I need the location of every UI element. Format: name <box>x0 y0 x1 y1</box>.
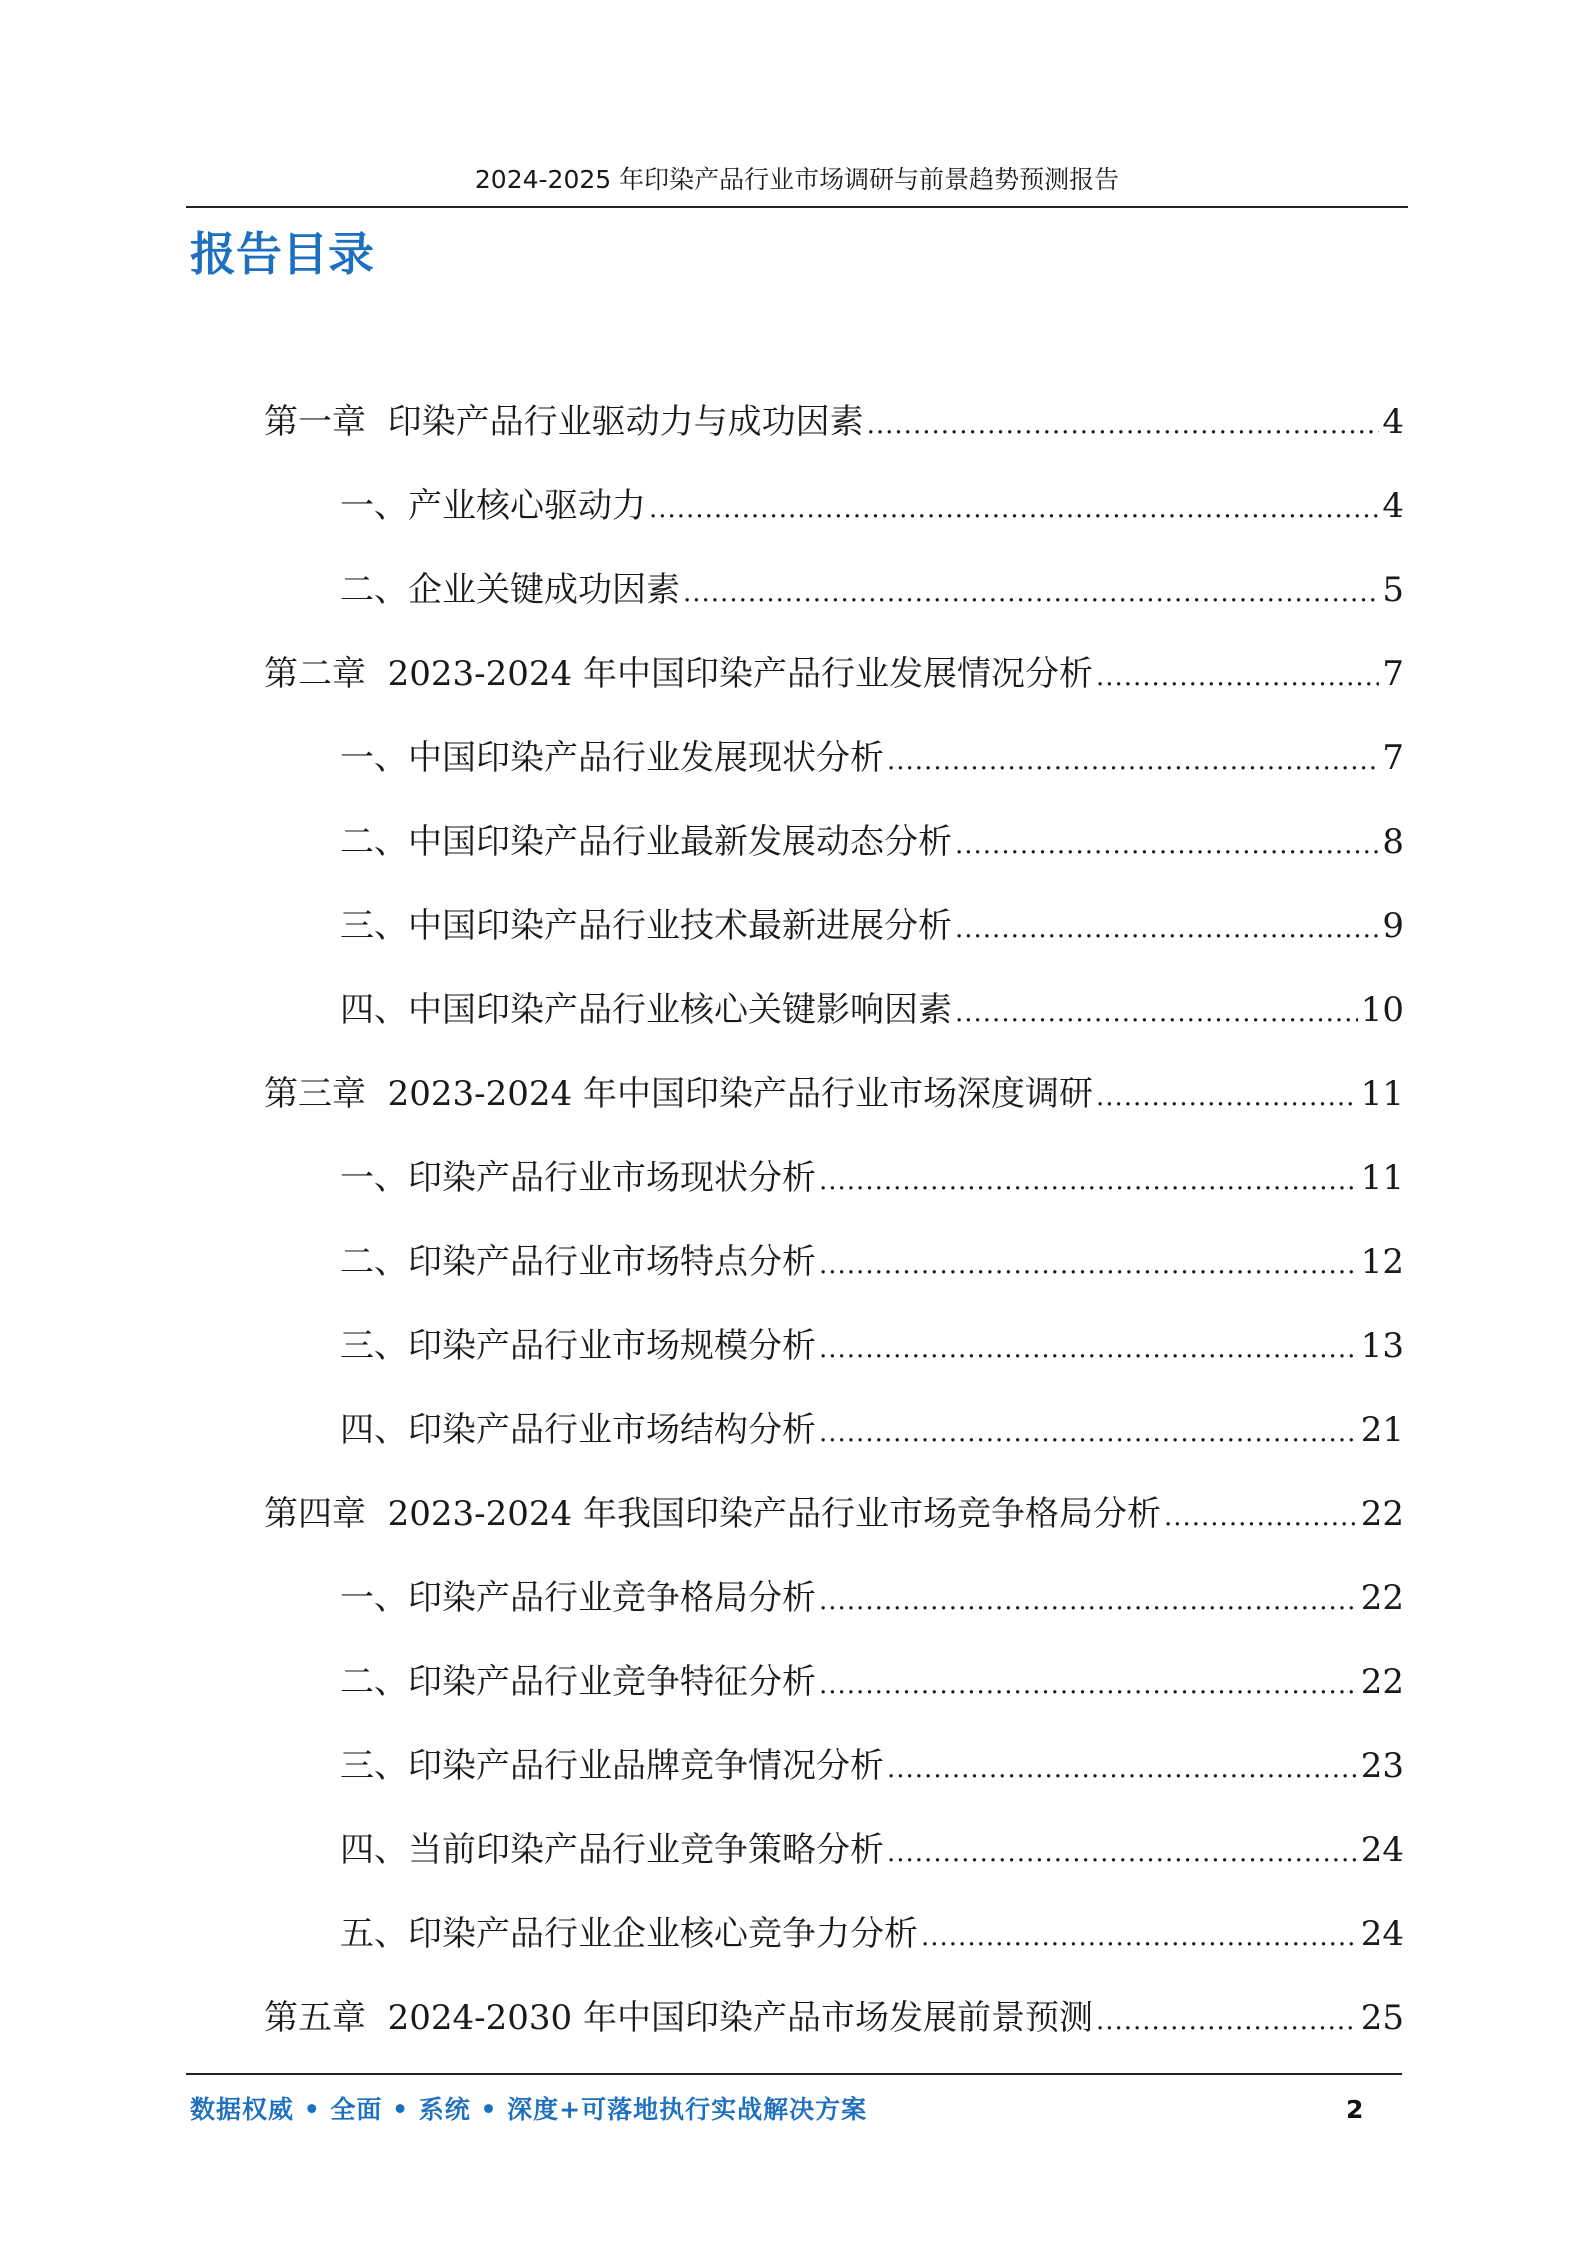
toc-dot-leader <box>819 1658 1358 1712</box>
toc-item-label: 二、印染产品行业市场特点分析 <box>340 1242 816 1282</box>
toc-item-label: 一、中国印染产品行业发展现状分析 <box>340 738 884 778</box>
toc-item-section[interactable] <box>264 1739 1404 1823</box>
toc-dot-leader <box>867 398 1380 452</box>
table-of-contents <box>264 395 1404 2075</box>
toc-item-chapter[interactable] <box>264 395 1404 479</box>
toc-item-section[interactable] <box>264 899 1404 983</box>
toc-dot-leader <box>887 1742 1358 1796</box>
page-title: 报告目录 <box>190 227 374 281</box>
toc-item-section[interactable] <box>264 1571 1404 1655</box>
toc-item-page: 13 <box>1360 1326 1404 1366</box>
toc-dot-leader <box>955 902 1379 956</box>
toc-dot-leader <box>1096 1994 1358 2048</box>
toc-item-page: 25 <box>1360 1998 1404 2038</box>
toc-item-label: 一、印染产品行业市场现状分析 <box>340 1158 816 1198</box>
toc-item-section[interactable] <box>264 1151 1404 1235</box>
toc-item-section[interactable] <box>264 1823 1404 1907</box>
toc-item-page: 8 <box>1382 822 1404 862</box>
toc-item-page: 23 <box>1360 1746 1404 1786</box>
toc-item-section[interactable] <box>264 563 1404 647</box>
toc-item-page: 12 <box>1360 1242 1404 1282</box>
toc-item-page: 24 <box>1360 1914 1404 1954</box>
toc-item-section[interactable] <box>264 1907 1404 1991</box>
toc-item-section[interactable] <box>264 815 1404 899</box>
toc-dot-leader <box>921 1910 1358 1964</box>
toc-item-label: 二、企业关键成功因素 <box>340 570 680 610</box>
toc-item-label: 四、印染产品行业市场结构分析 <box>340 1410 816 1450</box>
toc-item-section[interactable] <box>264 731 1404 815</box>
toc-item-page: 4 <box>1382 402 1404 442</box>
toc-item-label: 四、当前印染产品行业竞争策略分析 <box>340 1830 884 1870</box>
toc-dot-leader <box>819 1574 1358 1628</box>
toc-item-label: 二、中国印染产品行业最新发展动态分析 <box>340 822 952 862</box>
toc-item-label: 三、中国印染产品行业技术最新进展分析 <box>340 906 952 946</box>
footer-divider <box>186 2073 1402 2075</box>
toc-dot-leader <box>887 1826 1358 1880</box>
toc-item-page: 10 <box>1360 990 1404 1030</box>
toc-item-label: 一、产业核心驱动力 <box>340 486 646 526</box>
toc-item-section[interactable] <box>264 1235 1404 1319</box>
toc-item-label: 二、印染产品行业竞争特征分析 <box>340 1662 816 1702</box>
toc-dot-leader <box>819 1322 1358 1376</box>
page-number: 2 <box>1346 2095 1364 2124</box>
toc-item-page: 7 <box>1382 654 1404 694</box>
toc-dot-leader <box>1096 650 1379 704</box>
page-header <box>186 162 1408 208</box>
toc-item-section[interactable] <box>264 983 1404 1067</box>
toc-dot-leader <box>649 482 1379 536</box>
toc-dot-leader <box>683 566 1379 620</box>
toc-item-page: 9 <box>1382 906 1404 946</box>
toc-item-label: 一、印染产品行业竞争格局分析 <box>340 1578 816 1618</box>
toc-item-page: 24 <box>1360 1830 1404 1870</box>
toc-item-section[interactable] <box>264 1403 1404 1487</box>
toc-item-page: 11 <box>1360 1074 1404 1114</box>
toc-dot-leader <box>1164 1490 1358 1544</box>
toc-dot-leader <box>955 818 1379 872</box>
toc-item-label: 三、印染产品行业市场规模分析 <box>340 1326 816 1366</box>
toc-item-section[interactable] <box>264 479 1404 563</box>
toc-item-page: 22 <box>1360 1578 1404 1618</box>
toc-item-label: 三、印染产品行业品牌竞争情况分析 <box>340 1746 884 1786</box>
toc-dot-leader <box>819 1154 1358 1208</box>
toc-item-label: 第一章 印染产品行业驱动力与成功因素 <box>264 402 864 442</box>
toc-item-section[interactable] <box>264 1655 1404 1739</box>
toc-item-page: 11 <box>1360 1158 1404 1198</box>
toc-item-label: 第五章 2024-2030 年中国印染产品市场发展前景预测 <box>264 1998 1093 2038</box>
toc-item-label: 四、中国印染产品行业核心关键影响因素 <box>340 990 952 1030</box>
toc-dot-leader <box>955 986 1358 1040</box>
footer-slogan: 数据权威 • 全面 • 系统 • 深度+可落地执行实战解决方案 <box>190 2095 868 2124</box>
report-title: 2024-2025 年印染产品行业市场调研与前景趋势预测报告 <box>474 165 1120 194</box>
toc-item-chapter[interactable] <box>264 1991 1404 2075</box>
toc-item-section[interactable] <box>264 1319 1404 1403</box>
toc-item-page: 22 <box>1360 1494 1404 1534</box>
toc-dot-leader <box>819 1406 1358 1460</box>
toc-item-label: 五、印染产品行业企业核心竞争力分析 <box>340 1914 918 1954</box>
toc-dot-leader <box>887 734 1379 788</box>
toc-item-chapter[interactable] <box>264 1067 1404 1151</box>
toc-dot-leader <box>819 1238 1358 1292</box>
toc-item-page: 7 <box>1382 738 1404 778</box>
toc-item-page: 4 <box>1382 486 1404 526</box>
toc-item-page: 21 <box>1360 1410 1404 1450</box>
toc-item-label: 第四章 2023-2024 年我国印染产品行业市场竞争格局分析 <box>264 1494 1161 1534</box>
toc-item-page: 5 <box>1382 570 1404 610</box>
toc-item-page: 22 <box>1360 1662 1404 1702</box>
toc-item-label: 第二章 2023-2024 年中国印染产品行业发展情况分析 <box>264 654 1093 694</box>
toc-item-label: 第三章 2023-2024 年中国印染产品行业市场深度调研 <box>264 1074 1093 1114</box>
toc-dot-leader <box>1096 1070 1358 1124</box>
toc-item-chapter[interactable] <box>264 1487 1404 1571</box>
toc-item-chapter[interactable] <box>264 647 1404 731</box>
